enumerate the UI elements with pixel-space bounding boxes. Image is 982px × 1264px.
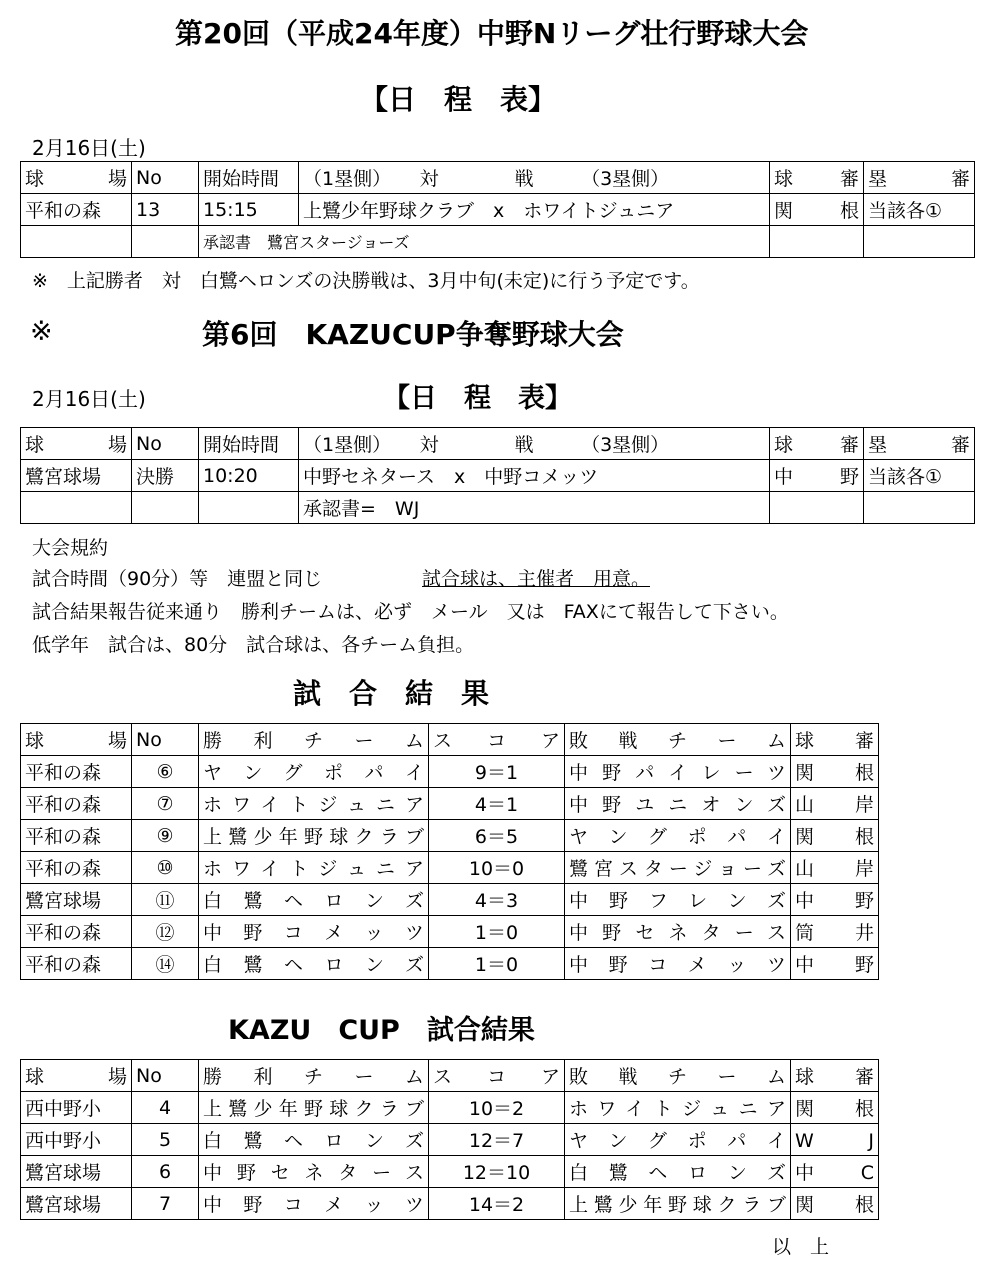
nleague-note: ※ 上記勝者 対 白鷺ヘロンズの決勝戦は、3月中旬(未定)に行う予定です。 xyxy=(32,270,700,292)
cell-venue: 鷺宮球場 xyxy=(21,884,132,916)
table-row xyxy=(21,820,879,852)
game-no: 決勝 xyxy=(132,460,199,492)
cell-umpire: 関 根 xyxy=(791,1092,879,1124)
approval-note: 承認書= WJ xyxy=(299,492,770,524)
cell-venue: 平和の森 xyxy=(21,852,132,884)
results-table xyxy=(20,723,879,980)
cell-no: ⑦ xyxy=(132,788,199,820)
kazucup-schedule-heading: 【日 程 表】 xyxy=(383,383,572,414)
cell-loser: 中野パイレーツ xyxy=(565,756,791,788)
header-umpire: 球 審 xyxy=(770,428,864,460)
rules-line-1: 試合時間（90分）等 連盟と同じ xyxy=(32,568,323,590)
start-time: 10:20 xyxy=(199,460,299,492)
cell-score: 1＝0 xyxy=(429,948,565,980)
cell-no: ⑪ xyxy=(132,884,199,916)
header-time: 開始時間 xyxy=(199,162,299,194)
nleague-schedule-table xyxy=(20,161,975,258)
header-time: 開始時間 xyxy=(199,428,299,460)
table-row xyxy=(21,1156,879,1188)
cell-venue: 鷺宮球場 xyxy=(21,1188,132,1220)
header-umpire: 球 審 xyxy=(791,724,879,756)
table-row xyxy=(21,756,879,788)
cell-venue: 平和の森 xyxy=(21,820,132,852)
rules-line-1b: 試合球は、主催者 用意。 xyxy=(422,568,651,590)
matchup: 上鷺少年野球クラブ x ホワイトジュニア xyxy=(299,194,770,226)
header-venue: 球 場 xyxy=(21,162,132,194)
umpire: 中 野 xyxy=(770,460,864,492)
header-venue: 球 場 xyxy=(21,1060,132,1092)
table-row xyxy=(21,852,879,884)
header-winner: 勝利チーム xyxy=(199,1060,429,1092)
cell-venue: 平和の森 xyxy=(21,948,132,980)
table-row xyxy=(21,460,975,492)
nleague-date: 2月16日(土) xyxy=(32,136,146,160)
approval-note: 承認書 鷺宮スタージョーズ xyxy=(199,226,770,258)
cell-score: 9＝1 xyxy=(429,756,565,788)
cell-score: 4＝3 xyxy=(429,884,565,916)
cell-venue: 平和の森 xyxy=(21,916,132,948)
cell-loser: ヤングポパイ xyxy=(565,820,791,852)
kazucup-schedule-table xyxy=(20,427,975,524)
header-match: （1塁側） 対 戦 （3塁側） xyxy=(299,428,770,460)
header-match: （1塁側） 対 戦 （3塁側） xyxy=(299,162,770,194)
table-header-row xyxy=(21,1060,879,1092)
cell-no: 6 xyxy=(132,1156,199,1188)
cell-no: 4 xyxy=(132,1092,199,1124)
footer-end: 以 上 xyxy=(772,1236,830,1258)
cell-winner: 白鷺ヘロンズ xyxy=(199,1124,429,1156)
cell-umpire: 関 根 xyxy=(791,820,879,852)
cell-venue: 鷺宮球場 xyxy=(21,1156,132,1188)
game-no: 13 xyxy=(132,194,199,226)
cell-venue: 平和の森 xyxy=(21,756,132,788)
cell-winner: 中野コメッツ xyxy=(199,1188,429,1220)
header-umpire: 球 審 xyxy=(791,1060,879,1092)
header-venue: 球 場 xyxy=(21,724,132,756)
header-loser: 敗戦チーム xyxy=(565,1060,791,1092)
cell-winner: 中野セネタース xyxy=(199,1156,429,1188)
cell-score: 12＝10 xyxy=(429,1156,565,1188)
base-umpire: 当該各① xyxy=(864,460,975,492)
cell-umpire: 関 根 xyxy=(791,756,879,788)
cell-winner: ホワイトジュニア xyxy=(199,852,429,884)
base-umpire: 当該各① xyxy=(864,194,975,226)
cell-no: 5 xyxy=(132,1124,199,1156)
header-score: スコア xyxy=(429,1060,565,1092)
cell-winner: 上鷺少年野球クラブ xyxy=(199,1092,429,1124)
table-row xyxy=(21,884,879,916)
kazu-results-heading: KAZU CUP 試合結果 xyxy=(228,1015,535,1046)
table-header-row xyxy=(21,724,879,756)
main-title: 第20回（平成24年度）中野Nリーグ壮行野球大会 xyxy=(175,17,809,50)
cell-loser: 中野セネタース xyxy=(565,916,791,948)
rules-heading: 大会規約 xyxy=(32,537,109,559)
cell-umpire: 山 岸 xyxy=(791,788,879,820)
table-row xyxy=(21,1092,879,1124)
cell-loser: 上鷺少年野球クラブ xyxy=(565,1188,791,1220)
header-base-umpire: 塁 審 xyxy=(864,428,975,460)
schedule-heading: 【日 程 表】 xyxy=(360,83,557,116)
cell-loser: 鷺宮スタージョーズ xyxy=(565,852,791,884)
header-base-umpire: 塁 審 xyxy=(864,162,975,194)
cell-score: 12＝7 xyxy=(429,1124,565,1156)
cell-score: 10＝0 xyxy=(429,852,565,884)
cell-loser: ヤングポパイ xyxy=(565,1124,791,1156)
cell-winner: 白鷺ヘロンズ xyxy=(199,884,429,916)
cell-loser: 中野フレンズ xyxy=(565,884,791,916)
header-no: No xyxy=(132,724,199,756)
cell-umpire: 関 根 xyxy=(791,1188,879,1220)
header-venue: 球 場 xyxy=(21,428,132,460)
cell-score: 1＝0 xyxy=(429,916,565,948)
cell-score: 10＝2 xyxy=(429,1092,565,1124)
header-loser: 敗戦チーム xyxy=(565,724,791,756)
table-row xyxy=(21,1124,879,1156)
cell-winner: 中野コメッツ xyxy=(199,916,429,948)
cell-score: 4＝1 xyxy=(429,788,565,820)
cell-no: ⑭ xyxy=(132,948,199,980)
cell-no: ⑥ xyxy=(132,756,199,788)
cell-umpire: 中 C xyxy=(791,1156,879,1188)
table-row xyxy=(21,788,879,820)
cell-winner: ホワイトジュニア xyxy=(199,788,429,820)
cell-no: ⑨ xyxy=(132,820,199,852)
results-heading: 試 合 結 果 xyxy=(293,677,490,710)
cell-umpire: 中 野 xyxy=(791,884,879,916)
cell-loser: ホワイトジュニア xyxy=(565,1092,791,1124)
header-score: スコア xyxy=(429,724,565,756)
header-no: No xyxy=(132,428,199,460)
cell-winner: ヤングポパイ xyxy=(199,756,429,788)
cell-no: ⑫ xyxy=(132,916,199,948)
table-row xyxy=(21,948,879,980)
cell-venue: 西中野小 xyxy=(21,1092,132,1124)
table-header-row xyxy=(21,428,975,460)
start-time: 15:15 xyxy=(199,194,299,226)
table-row xyxy=(21,492,975,524)
cell-venue: 西中野小 xyxy=(21,1124,132,1156)
rules-line-2: 試合結果報告従来通り 勝利チームは、必ず メール 又は FAXにて報告して下さい。 xyxy=(32,601,789,623)
umpire: 関 根 xyxy=(770,194,864,226)
venue: 鷺宮球場 xyxy=(21,460,132,492)
kazucup-title: 第6回 KAZUCUP争奪野球大会 xyxy=(202,318,624,351)
table-row xyxy=(21,916,879,948)
venue: 平和の森 xyxy=(21,194,132,226)
cell-loser: 白鷺ヘロンズ xyxy=(565,1156,791,1188)
cell-score: 14＝2 xyxy=(429,1188,565,1220)
kazucup-mark: ※ xyxy=(30,316,53,347)
rules-line-3: 低学年 試合は、80分 試合球は、各チーム負担。 xyxy=(32,634,475,656)
cell-umpire: W J xyxy=(791,1124,879,1156)
matchup: 中野セネタース x 中野コメッツ xyxy=(299,460,770,492)
kazu-results-table xyxy=(20,1059,879,1220)
table-header-row xyxy=(21,162,975,194)
cell-no: 7 xyxy=(132,1188,199,1220)
kazucup-date: 2月16日(土) xyxy=(32,387,146,411)
header-winner: 勝利チーム xyxy=(199,724,429,756)
cell-winner: 上鷺少年野球クラブ xyxy=(199,820,429,852)
cell-umpire: 山 岸 xyxy=(791,852,879,884)
table-row xyxy=(21,1188,879,1220)
table-row xyxy=(21,226,975,258)
cell-umpire: 中 野 xyxy=(791,948,879,980)
cell-loser: 中野コメッツ xyxy=(565,948,791,980)
header-no: No xyxy=(132,162,199,194)
cell-umpire: 筒 井 xyxy=(791,916,879,948)
cell-winner: 白鷺ヘロンズ xyxy=(199,948,429,980)
table-row xyxy=(21,194,975,226)
cell-loser: 中野ユニオンズ xyxy=(565,788,791,820)
header-umpire: 球 審 xyxy=(770,162,864,194)
header-no: No xyxy=(132,1060,199,1092)
cell-score: 6＝5 xyxy=(429,820,565,852)
cell-no: ⑩ xyxy=(132,852,199,884)
cell-venue: 平和の森 xyxy=(21,788,132,820)
